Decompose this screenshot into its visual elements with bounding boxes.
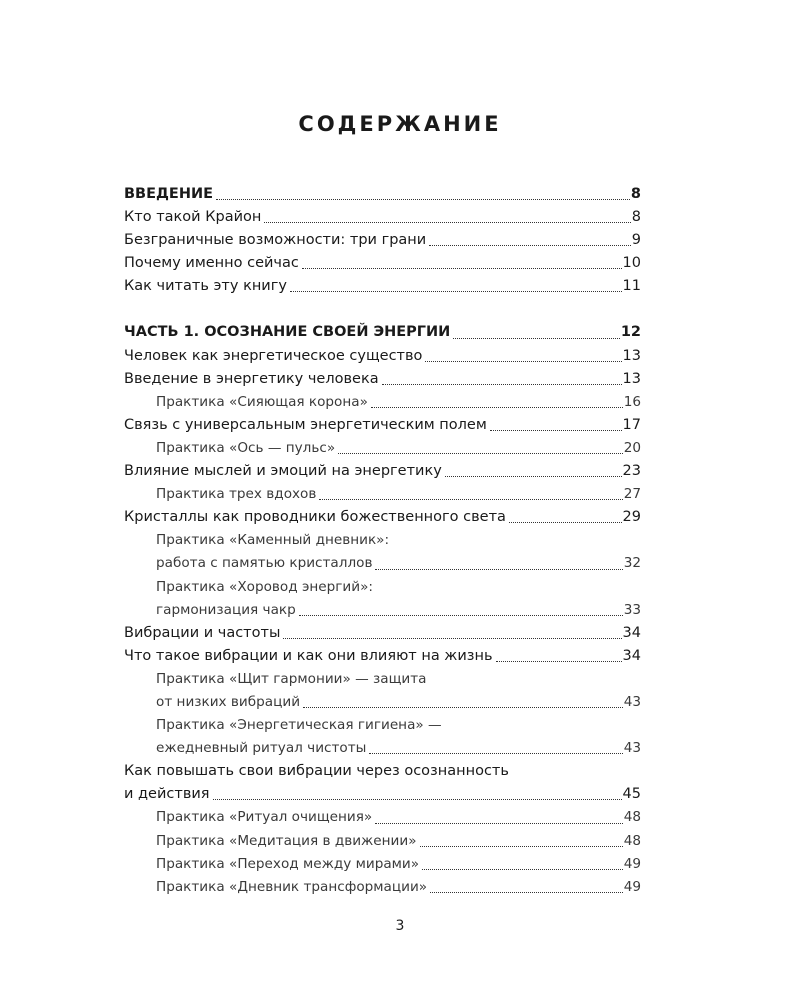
- toc-entry-title: Что такое вибрации и как они влияют на жизнь: [124, 647, 493, 664]
- toc-entry-page: 27: [623, 486, 641, 503]
- toc-entry-title-line: Практика «Хоровод энергий»:: [156, 578, 373, 595]
- toc-entry-page: 48: [623, 832, 641, 849]
- toc-entry[interactable]: [124, 622, 641, 645]
- toc-entry-title: Как читать эту книгу: [124, 278, 287, 295]
- dot-leader: [338, 452, 623, 454]
- toc-subentry[interactable]: [124, 806, 641, 829]
- toc-entry-page: 32: [623, 555, 641, 572]
- toc-subentry[interactable]: [124, 483, 641, 506]
- dot-leader: [375, 822, 622, 824]
- toc-entry-title: Почему именно сейчас: [124, 255, 299, 272]
- toc-entry-title: Кристаллы как проводники божественного света: [124, 509, 506, 526]
- toc-entry[interactable]: [124, 760, 641, 806]
- toc-entry[interactable]: [124, 229, 641, 252]
- toc-entry[interactable]: [124, 206, 641, 229]
- table-of-contents: [124, 183, 641, 899]
- toc-entry-title: и действия: [124, 786, 210, 803]
- toc-entry-page: 48: [623, 809, 641, 826]
- dot-leader: [213, 798, 622, 800]
- toc-entry-page: 45: [622, 786, 641, 803]
- toc-entry-title: работа с памятью кристаллов: [156, 555, 373, 572]
- dot-leader: [445, 475, 622, 477]
- toc-entry[interactable]: [124, 321, 641, 344]
- toc-entry-title: Безграничные возможности: три грани: [124, 232, 427, 249]
- toc-entry-page: 20: [623, 439, 641, 456]
- toc-entry-title: Человек как энергетическое существо: [124, 347, 423, 364]
- toc-entry[interactable]: [124, 183, 641, 206]
- toc-entry-page: 8: [630, 186, 641, 202]
- toc-subentry[interactable]: [124, 853, 641, 876]
- toc-entry[interactable]: [124, 252, 641, 275]
- toc-entry-title: Практика «Медитация в движении»: [156, 832, 417, 849]
- toc-entry-page: 49: [623, 855, 641, 872]
- toc-entry-title: ежедневный ритуал чистоты: [156, 740, 367, 757]
- page-number: 3: [395, 918, 405, 934]
- toc-subentry[interactable]: [124, 830, 641, 853]
- toc-entry-title: Практика трех вдохов: [156, 486, 317, 503]
- dot-leader: [430, 891, 623, 893]
- dot-leader: [303, 706, 623, 708]
- dot-leader: [371, 406, 623, 408]
- dot-leader: [290, 290, 622, 292]
- dot-leader: [319, 498, 622, 500]
- toc-entry-page: 17: [622, 416, 641, 433]
- toc-entry-page: 9: [631, 232, 641, 249]
- toc-entry-title: Практика «Дневник трансформации»: [156, 878, 428, 895]
- dot-leader: [420, 845, 623, 847]
- toc-entry-title: Практика «Переход между мирами»: [156, 855, 420, 872]
- toc-entry-title: Вибрации и частоты: [124, 624, 281, 641]
- dot-leader: [299, 614, 623, 616]
- toc-entry-title: ВВЕДЕНИЕ: [124, 186, 214, 202]
- page-title: СОДЕРЖАНИЕ: [298, 112, 502, 136]
- toc-entry-title-line: Практика «Энергетическая гигиена» —: [156, 717, 442, 734]
- dot-leader: [283, 637, 621, 639]
- dot-leader: [369, 752, 622, 754]
- dot-leader: [429, 244, 631, 246]
- toc-entry-page: 29: [622, 509, 641, 526]
- toc-entry-page: 8: [631, 209, 641, 226]
- toc-entry-page: 43: [623, 740, 641, 757]
- dot-leader: [490, 429, 622, 431]
- toc-entry[interactable]: [124, 645, 641, 668]
- toc-subentry[interactable]: [124, 529, 641, 575]
- dot-leader: [422, 868, 623, 870]
- toc-entry-title: Введение в энергетику человека: [124, 370, 379, 387]
- dot-leader: [216, 198, 630, 200]
- dot-leader: [302, 267, 622, 269]
- toc-entry-page: 11: [622, 278, 641, 295]
- toc-entry-title: ЧАСТЬ 1. ОСОЗНАНИЕ СВОЕЙ ЭНЕРГИИ: [124, 324, 451, 341]
- toc-entry[interactable]: [124, 275, 641, 298]
- toc-subentry[interactable]: [124, 668, 641, 714]
- toc-entry[interactable]: [124, 368, 641, 391]
- dot-leader: [425, 360, 621, 362]
- toc-entry-page: 16: [623, 393, 641, 410]
- toc-entry-page: 10: [622, 255, 641, 272]
- toc-entry-title-line: Практика «Щит гармонии» — защита: [156, 670, 427, 687]
- toc-entry-page: 43: [623, 693, 641, 710]
- toc-entry-title-line: Практика «Каменный дневник»:: [156, 532, 390, 549]
- toc-entry-page: 49: [623, 878, 641, 895]
- toc-entry[interactable]: [124, 460, 641, 483]
- toc-entry-title-line: Как повышать свои вибрации через осознанность: [124, 763, 509, 780]
- toc-entry-title: гармонизация чакр: [156, 601, 296, 618]
- toc-entry[interactable]: [124, 414, 641, 437]
- toc-subentry[interactable]: [124, 714, 641, 760]
- dot-leader: [382, 383, 622, 385]
- section-gap: [124, 298, 641, 321]
- toc-entry-page: 12: [620, 324, 641, 341]
- toc-entry[interactable]: [124, 506, 641, 529]
- toc-subentry[interactable]: [124, 391, 641, 414]
- toc-entry-title: Практика «Ритуал очищения»: [156, 809, 373, 826]
- toc-entry-page: 23: [622, 463, 641, 480]
- dot-leader: [509, 521, 622, 523]
- toc-entry-page: 34: [622, 647, 641, 664]
- dot-leader: [375, 568, 622, 570]
- toc-entry-page: 33: [623, 601, 641, 618]
- toc-subentry[interactable]: [124, 576, 641, 622]
- toc-entry-title: Влияние мыслей и эмоций на энергетику: [124, 463, 442, 480]
- toc-subentry[interactable]: [124, 876, 641, 899]
- toc-entry-page: 34: [622, 624, 641, 641]
- toc-entry-title: Практика «Сияющая корона»: [156, 393, 368, 410]
- toc-entry-title: Связь с универсальным энергетическим полем: [124, 416, 487, 433]
- toc-entry-page: 13: [622, 347, 641, 364]
- toc-subentry[interactable]: [124, 437, 641, 460]
- dot-leader: [264, 221, 630, 223]
- toc-entry-page: 13: [622, 370, 641, 387]
- toc-entry[interactable]: [124, 345, 641, 368]
- dot-leader: [453, 337, 619, 339]
- toc-entry-title: Кто такой Крайон: [124, 209, 262, 226]
- dot-leader: [496, 660, 622, 662]
- toc-entry-title: Практика «Ось — пульс»: [156, 439, 336, 456]
- toc-entry-title: от низких вибраций: [156, 693, 301, 710]
